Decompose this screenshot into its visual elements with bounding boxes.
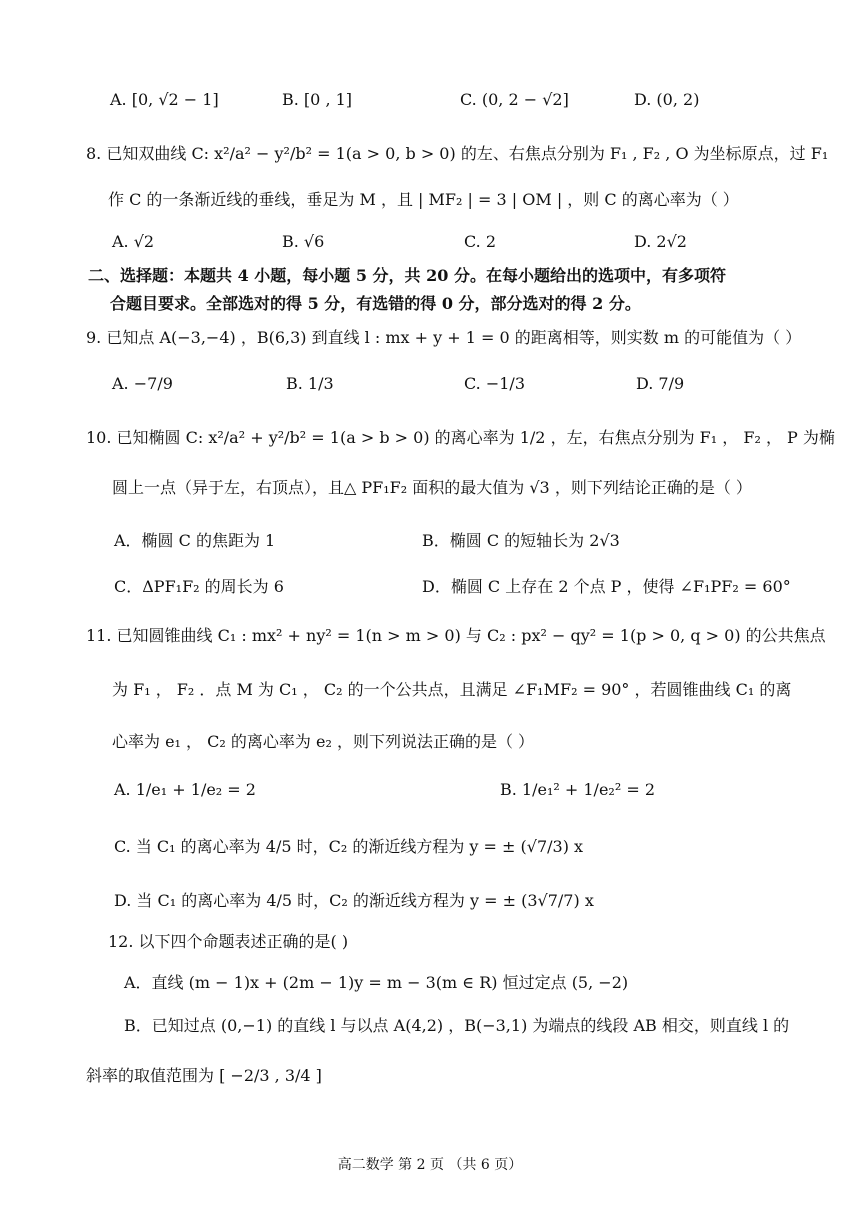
q11-stem-line2: 为 F₁ ， F₂ ．点 M 为 C₁ ， C₂ 的一个公共点，且满足 ∠F₁MF₂ = 90° ，若圆锥曲线 C₁ 的离	[112, 680, 792, 699]
q12-stem: 12. 以下四个命题表述正确的是( )	[108, 932, 349, 951]
q10-stem-line1: 10. 已知椭圆 C: x²/a² + y²/b² = 1(a > b > 0) 的离心率为 1/2 ，左，右焦点分别为 F₁ ， F₂ ， P 为椭	[86, 428, 835, 447]
q9-option-b: B. 1/3	[286, 374, 334, 393]
q7-option-a: A. [0, √2 − 1]	[110, 90, 219, 109]
q10-option-a: A．椭圆 C 的焦距为 1	[114, 531, 276, 550]
q11-option-a: A. 1/e₁ + 1/e₂ = 2	[114, 780, 256, 799]
q9-option-c: C. −1/3	[464, 374, 525, 393]
q12-option-b-line2: 斜率的取值范围为 [ −2/3 , 3/4 ]	[86, 1066, 322, 1085]
q12-option-a: A．直线 (m − 1)x + (2m − 1)y = m − 3(m ∈ R) 恒过定点 (5, −2)	[124, 973, 629, 992]
q8-option-c: C. 2	[464, 232, 497, 251]
q9-option-a: A. −7/9	[112, 374, 173, 393]
section2-header-line1: 二、选择题：本题共 4 小题，每小题 5 分，共 20 分。在每小题给出的选项中，有多项符	[88, 266, 726, 285]
q8-option-d: D. 2√2	[634, 232, 687, 251]
q7-option-c: C. (0, 2 − √2]	[460, 90, 569, 109]
q10-stem-line2: 圆上一点（异于左，右顶点），且△ PF₁F₂ 面积的最大值为 √3 ，则下列结论正确的是（ ）	[112, 478, 752, 497]
q8-stem-line2: 作 C 的一条渐近线的垂线，垂足为 M ，且 | MF₂ | = 3 | OM | ，则 C 的离心率为（ ）	[108, 190, 739, 209]
q11-option-b: B. 1/e₁² + 1/e₂² = 2	[500, 780, 655, 799]
page-footer: 高二数学 第 2 页 （共 6 页）	[337, 1157, 523, 1173]
q11-stem-line1: 11. 已知圆锥曲线 C₁ : mx² + ny² = 1(n > m > 0) 与 C₂ : px² − qy² = 1(p > 0, q > 0) 的公共焦点	[86, 626, 826, 645]
q11-option-c: C. 当 C₁ 的离心率为 4/5 时，C₂ 的渐近线方程为 y = ± (√7/3) x	[114, 837, 584, 856]
section2-header-line2: 合题目要求。全部选对的得 5 分，有选错的得 0 分，部分选对的得 2 分。	[110, 294, 641, 313]
q12-option-b-line1: B．已知过点 (0,−1) 的直线 l 与以点 A(4,2) ，B(−3,1) 为端点的线段 AB 相交，则直线 l 的	[124, 1016, 790, 1035]
q8-stem-line1: 8. 已知双曲线 C: x²/a² − y²/b² = 1(a > 0, b > 0) 的左、右焦点分别为 F₁ , F₂ , O 为坐标原点，过 F₁	[86, 144, 829, 163]
q9-stem: 9. 已知点 A(−3,−4) ，B(6,3) 到直线 l : mx + y + 1 = 0 的距离相等，则实数 m 的可能值为（ ）	[86, 328, 802, 347]
q10-option-d: D．椭圆 C 上存在 2 个点 P ，使得 ∠F₁PF₂ = 60°	[422, 577, 791, 596]
q11-option-d: D. 当 C₁ 的离心率为 4/5 时，C₂ 的渐近线方程为 y = ± (3√7/7) x	[114, 891, 594, 910]
q9-option-d: D. 7/9	[636, 374, 685, 393]
q10-option-c: C．ΔPF₁F₂ 的周长为 6	[114, 577, 284, 596]
q11-stem-line3: 心率为 e₁ ， C₂ 的离心率为 e₂ ，则下列说法正确的是（ ）	[112, 732, 535, 751]
q7-option-b: B. [0 , 1]	[282, 90, 353, 109]
q8-option-a: A. √2	[112, 232, 155, 251]
q7-option-d: D. (0, 2)	[634, 90, 700, 109]
q8-option-b: B. √6	[282, 232, 325, 251]
q10-option-b: B．椭圆 C 的短轴长为 2√3	[422, 531, 620, 550]
